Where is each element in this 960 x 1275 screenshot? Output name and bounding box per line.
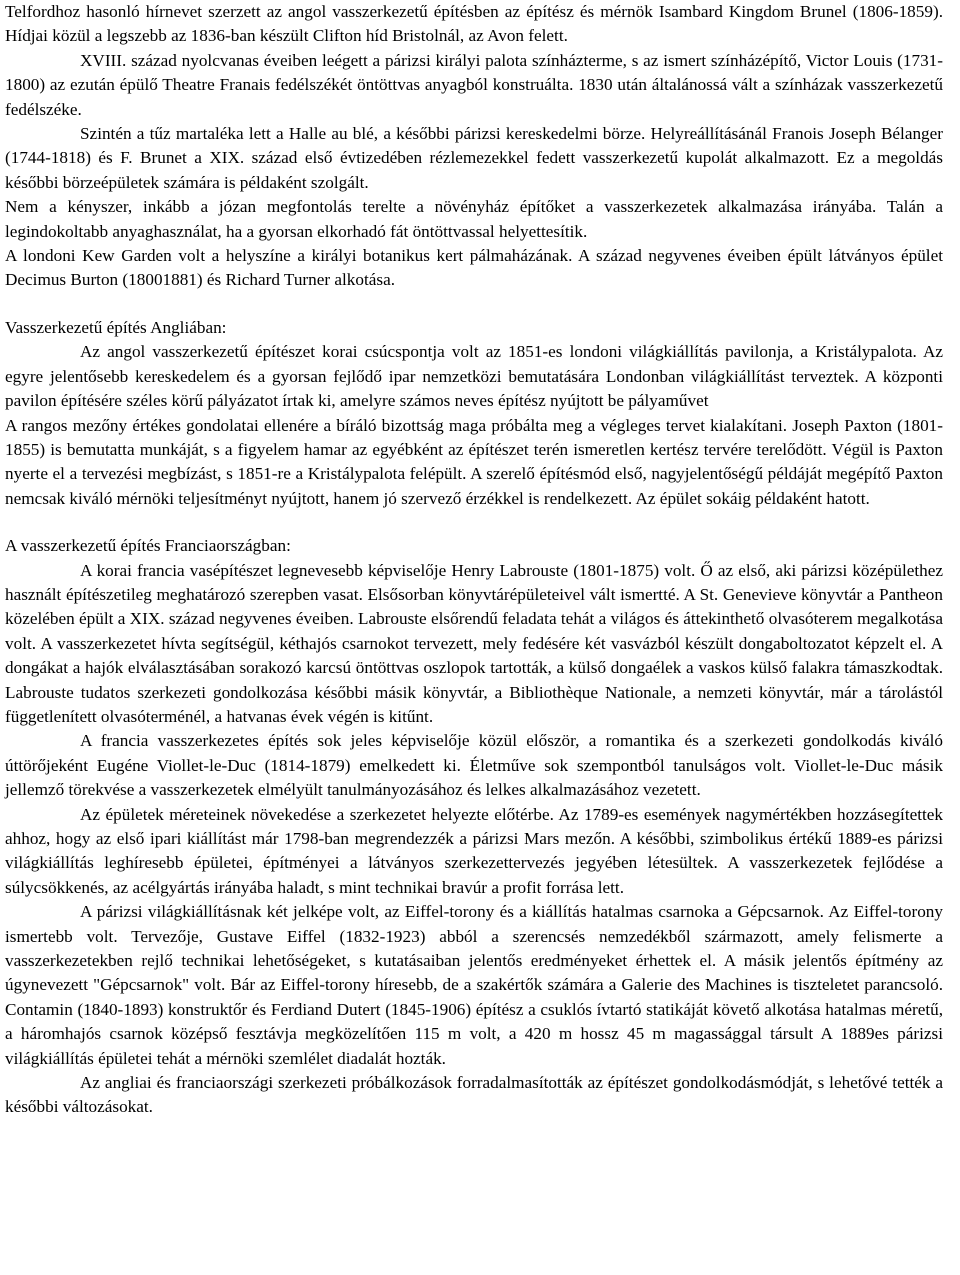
paragraph-conclusion: Az angliai és franciaországi szerkezeti próbálkozások forradalmasították az építészet gondolkodásmódját, s lehetővé tették a későbbi változásokat.: [5, 1073, 943, 1117]
section-spacer: [5, 293, 943, 316]
paragraph-halle-au-ble: Szintén a tűz martaléka lett a Halle au blé, a későbbi párizsi kereskedelmi börze. Helyreállításánál Franois Joseph Bélanger (1744-1818) és F. Brunet a XIX. század első évtizedében rézlemezekkel fedett vasszerkezetű kupolát alkalmazott. Ez a megoldás későbbi börzeépületek számára is példaként szolgált.: [5, 124, 943, 192]
section-spacer: [5, 511, 943, 534]
paragraph-kew-garden: A londoni Kew Garden volt a helyszíne a királyi botanikus kert pálmaházának. A század negyvenes éveiben épült látványos épület Decimus Burton (18001881) és Richard Turner alkotása.: [5, 246, 943, 290]
paragraph-labrouste: A korai francia vasépítészet legnevesebb képviselője Henry Labrouste (1801-1875) volt. Ő az első, aki párizsi középülethez használt építészetileg meghatározó szerepben vasat. Elsősorban könyvtárépületeivel vált ismertté. A St. Genevieve könyvtár a Pantheon közelében épült a XIX. század negyvenes éveiben. Labrouste elsőrendű feladata tehát a világos és áttekinthető olvasóterem megalkotása volt. A vasszerkezetet hívta segítségül, kéthajós csarnokot tervezett, mely fedésére két vasvázból készült dongaboltozatot képzelt el. A dongákat a hajók elválasztásában sorakozó karcsú öntöttvas oszlopok tartották, a külső dongaélek a vaskos külső falakra támaszkodtak. Labrouste tudatos szerkezeti gondolkozása későbbi másik könyvtár, a Bibliothèque Nationale, a nemzeti könyvtár, már a tárolástól függetlenített olvasóterménél, a hatvanas évek végén is kitűnt.: [5, 560, 943, 726]
paragraph-greenhouse: Nem a kényszer, inkább a józan megfontolás terelte a növényház építőket a vasszerkezetek alkalmazása irányába. Talán a legindokoltabb anyaghasználat, ha a gyorsan elkorhadó fát öntöttvassal helyettesítik.: [5, 197, 943, 241]
paragraph-exhibitions: Az épületek méreteinek növekedése a szerkezetet helyezte előtérbe. Az 1789-es események nagymértékben hozzásegítettek ahhoz, hogy az első ipari kiállítást már 1798-ban megrendezzék a párizsi Mars mezőn. A későbbi, szimbolikus értékű 1889-es párizsi világkiállítás leghíresebb épületei, építményei a látványos szerkezettervezés jegyében létesültek. A vasszerkezetek fejlődése a súlycsökkenés, az acélgyártás irányába haladt, s mint technikai bravúr a profit forrása lett.: [5, 804, 943, 897]
paragraph-brunel: Telfordhoz hasonló hírnevet szerzett az angol vasszerkezetű építésben az építész és mérnök Isambard Kingdom Brunel (1806-1859). Hídjai közül a legszebb az 1836-ban készült Clifton híd Bristolnál, az Avon felett.: [5, 2, 943, 46]
paragraph-viollet-le-duc: A francia vasszerkezetes építés sok jeles képviselője közül először, a romantika és a szerkezeti gondolkodás kiváló úttörőjeként Eugéne Viollet-le-Duc (1814-1879) emelkedett ki. Életműve sok szempontból tanulságos volt. Viollet-le-Duc másik jellemző törekvése a vasszerkezetek elmélyült tanulmányozásához és lelkes alkalmazásához vezetett.: [5, 731, 943, 800]
section-heading-england: Vasszerkezetű építés Angliában:: [5, 317, 227, 337]
section-heading-france: A vasszerkezetű építés Franciaországban:: [5, 536, 291, 556]
paragraph-paxton: A rangos mezőny értékes gondolatai ellenére a bíráló bizottság maga próbálta meg a végleges tervet kialakítani. Joseph Paxton (1801-1855) is bemutatta munkáját, s a figyelem hamar az egyébként az építészet terén ismeretlen kertész tervére terelődött. Végül is Paxton nyerte el a tervezési megbízást, s 1851-re a Kristálypalota felépült. A szerelő építésmód első, nagyjelentőségű példáját megépítő Paxton nemcsak kiváló mérnöki teljesítményt nyújtott, hanem jó szervező érzékkel is rendelkezett. Az épület sokáig példaként hatott.: [5, 415, 943, 508]
paragraph-victor-louis: XVIII. század nyolcvanas éveiben leégett a párizsi királyi palota színházterme, s az ismert színházépítő, Victor Louis (1731-1800) az ezután épülő Theatre Franais fedélszékét öntöttvas anyagból konstruálta. 1830 után általánossá vált a színházak vasszerkezetű fedélszéke.: [5, 50, 943, 119]
paragraph-eiffel: A párizsi világkiállításnak két jelképe volt, az Eiffel-torony és a kiállítás hatalmas csarnoka a Gépcsarnok. Az Eiffel-torony ismertebb volt. Tervezője, Gustave Eiffel (1832-1923) abból a szerencsés nemzedékből származott, amely felismerte a vasszerkezetekben rejlő technikai lehetőségeket, s kutatásaiban jelentős eredményeket érhettek el. A másik jelentős építmény az úgynevezett "Gépcsarnok" volt. Bár az Eiffel-torony híresebb, de a szakértők számára a Galerie des Machines is tiszteletet parancsoló. Contamin (1840-1893) konstruktőr és Ferdiand Dutert (1845-1906) építész a csuklós ívtartó statikáját követő alkotása hatalmas méretű, a háromhajós csarnok középső fesztávja megközelítően 115 m volt, a 420 m hossz 45 m magassággal társult A 1889es párizsi világkiállítás épületei tehát a mérnöki szemlélet diadalát hozták.: [5, 902, 943, 1068]
paragraph-crystal-palace: Az angol vasszerkezetű építészet korai csúcspontja volt az 1851-es londoni világkiállítás pavilonja, a Kristálypalota. Az egyre jelentősebb kereskedelem és a gyorsan fejlődő ipar nemzetközi bemutatására Londonban világkiállítást terveztek. A központi pavilon építésére széles körű pályázatot írtak ki, amelyre számos neves építész nyújtott be pályaművet: [5, 342, 943, 411]
